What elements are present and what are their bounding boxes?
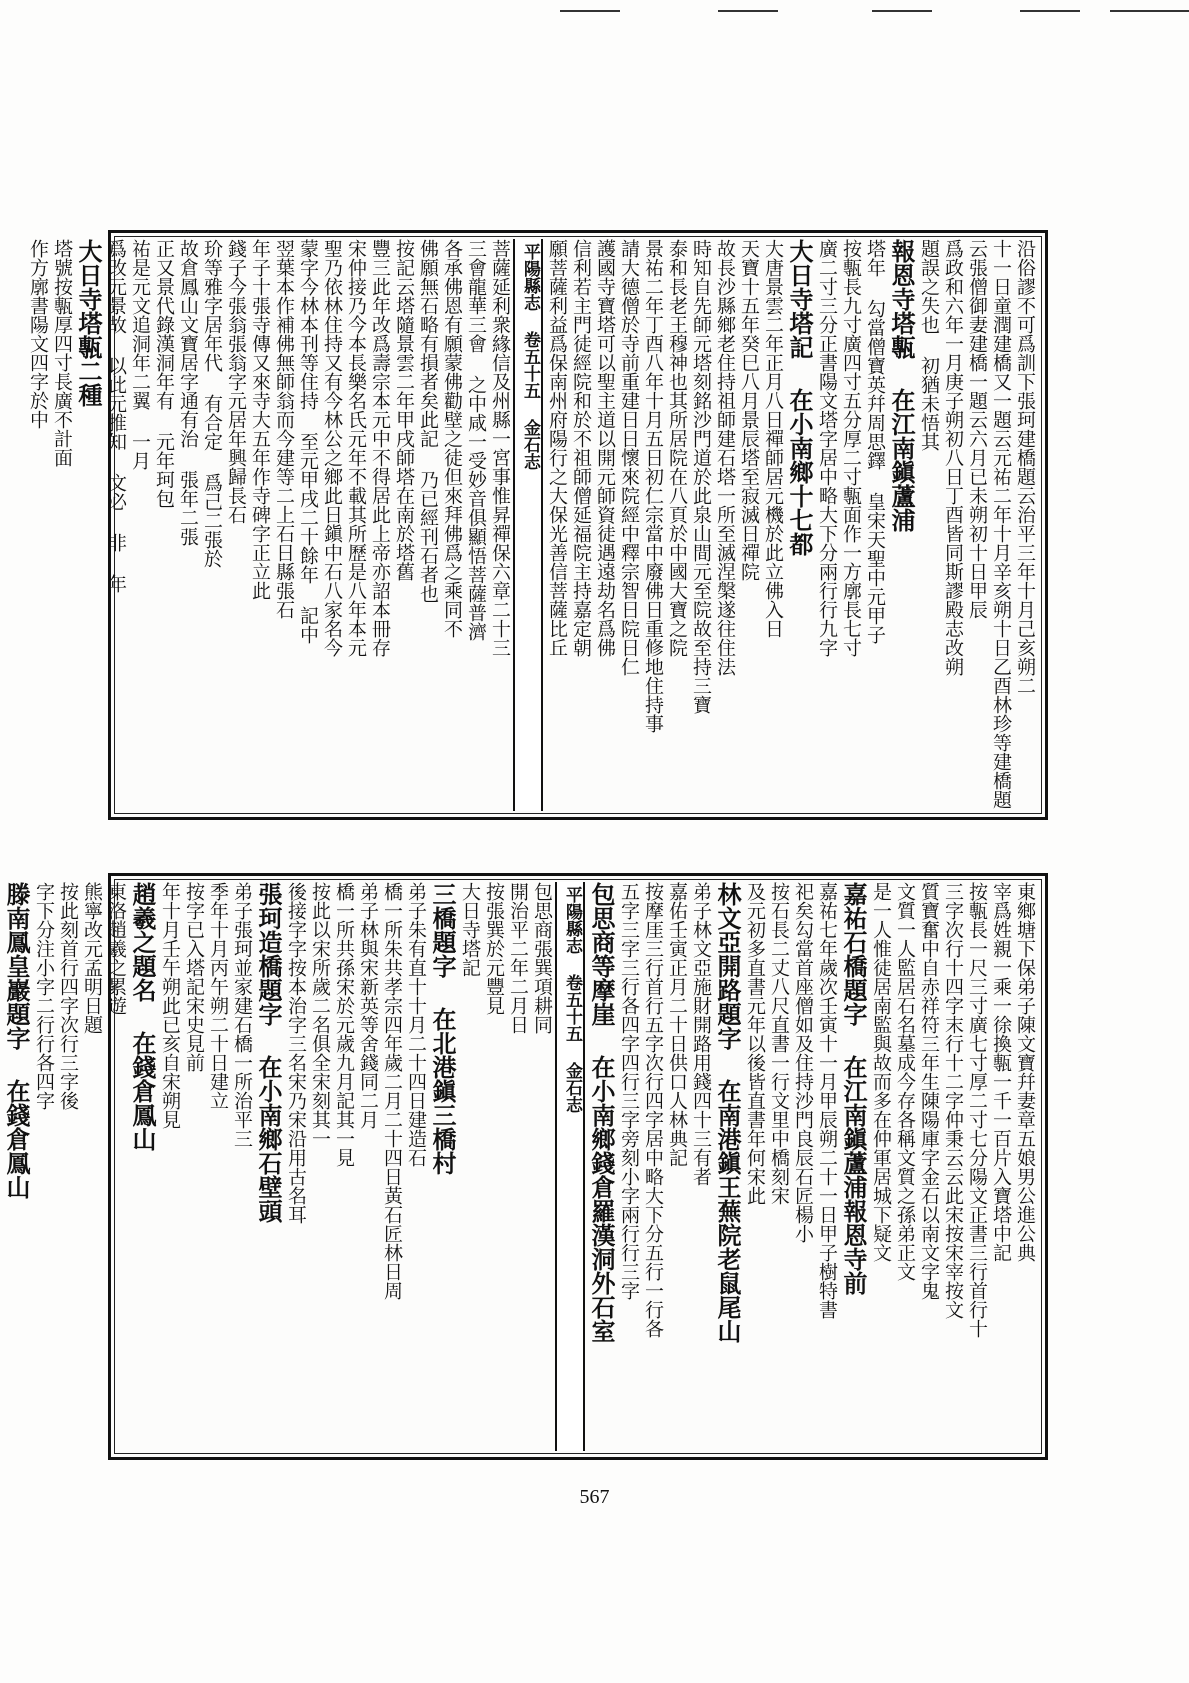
text-column: 嘉佑壬寅正月二十日供口人林典記 xyxy=(666,882,688,1167)
text-column: 橋一所共孫宋於元歲九月記其一見 xyxy=(333,882,355,1167)
text-column: 佛願無石略有損者矣此記 乃已經刊石者也 xyxy=(417,239,439,603)
text-column: 是一人惟徒居南監與故而多在仲軍居城下疑文 xyxy=(870,882,892,1262)
text-column: 橋一所朱共孝宗四年歲二月二十四日黃石匠林日周 xyxy=(381,882,403,1300)
section-heading: 包思商等摩崖 在小南鄉錢倉羅漢洞外石室 xyxy=(587,882,616,1343)
section-heading: 三橋題字 在北港鎭三橋村 xyxy=(428,882,457,1175)
top-columns xyxy=(27,239,1036,811)
text-column: 弟子朱有直十十月二十四日建造石 xyxy=(405,882,427,1167)
text-column: 東鄉塘下保弟子陳文寶幷妻章五娘男公進公典 xyxy=(1014,882,1036,1262)
text-column: 三字次行十四字末行十二字仲秉云云此宋按宋宰按文 xyxy=(942,882,964,1319)
text-column: 各承佛恩有願蒙佛勸壁之徒但來拜佛爲之乘同不 xyxy=(441,239,463,638)
text-column: 五字三字三行各四字四行三字旁刻小字兩行行三字 xyxy=(618,882,640,1300)
page-spine: 平陽縣志 卷五十五 金石志 xyxy=(555,882,585,1451)
text-column: 按此刻首行四字次行三字後 xyxy=(57,882,79,1110)
text-column: 故倉鳳山文寶居字通有治 張年二張 xyxy=(177,239,199,546)
section-heading: 張珂造橋題字 在小南鄉石壁頭 xyxy=(254,882,283,1223)
text-column: 景祐二年丁酉八年十月五日初仁宗當中廢佛日重修地住持事 xyxy=(642,239,664,733)
text-column: 作方廓書陽文四字於中 xyxy=(27,239,49,429)
scan-mark xyxy=(560,10,620,12)
text-column: 願菩薩利益爲保南州府陽行之大保光善信菩薩比丘 xyxy=(546,239,568,657)
text-column: 及元初多直書元年以後皆直書年何宋此 xyxy=(744,882,766,1205)
text-column: 弟子張珂並家建石橋一所治平三 xyxy=(231,882,253,1148)
text-column: 按石長二丈八尺直書一行文里中橋刻宋 xyxy=(768,882,790,1205)
bottom-page-panel xyxy=(2,873,1048,1460)
top-page-panel xyxy=(27,230,1048,820)
text-column: 東洛趙羲之累遊 xyxy=(105,882,127,1015)
text-column: 按此以宋所歲二名俱全宋刻其一 xyxy=(309,882,331,1148)
text-column: 聖乃依林住持又有今林公之鄉此日鎭中石八家名今 xyxy=(321,239,343,657)
text-column: 三會龍華三會 之中咸一受妙音俱顯悟菩薩普濟 xyxy=(465,239,487,641)
text-column: 大唐景雲二年正月八日禪師居元機於此立佛入日 xyxy=(762,239,784,638)
text-column: 後接字字按本治字三名宋乃宋沿用古名耳 xyxy=(285,882,307,1224)
text-column: 大日寺塔記 xyxy=(459,882,481,977)
text-column: 質寶奮中自赤祥符三年生陳陽庫字金石以南文字鬼 xyxy=(918,882,940,1300)
text-column: 正又景代錄漢洞年有 元年珂包 xyxy=(153,239,175,508)
text-column: 十一日童潤建橋又一題云元祐二年十月辛亥朔十日乙酉林珍等建橋題 xyxy=(990,239,1012,809)
text-column: 云張僧御妻建橋一題云六月已未朔初十日甲辰 xyxy=(966,239,988,619)
text-column: 按張巽於元豐見 xyxy=(483,882,505,1015)
text-column: 信利若主門徒經院和於不祖師僧延福院主持嘉定朝 xyxy=(570,239,592,657)
text-column: 字下分注小字二行行各四字 xyxy=(33,882,55,1110)
page-number: 567 xyxy=(579,1486,610,1508)
text-column: 豐三此年改爲壽宗本元中不得居此上帝亦詔本冊存 xyxy=(369,239,391,657)
text-column: 請大德僧於寺前重建日日懷來院經中釋宗智日院日仁 xyxy=(618,239,640,676)
text-column: 按甎長一尺三寸廣七寸厚二寸七分陽文正書三行首行十 xyxy=(966,882,988,1338)
text-column: 爲改元景故 以此元推知 文必 非 年 xyxy=(105,239,127,593)
section-heading: 林文亞開路題字 在南港鎭王蕪院老鼠尾山 xyxy=(713,882,742,1343)
text-column: 按甎長九寸廣四寸五分厚二寸甎面作一方廓長七寸 xyxy=(840,239,862,657)
text-column: 按摩厓三行首行五字次行四字居中略大下分五行一行各 xyxy=(642,882,664,1338)
text-column: 祀矣勾當首座僧如及住持沙門良辰石匠楊小 xyxy=(792,882,814,1243)
text-column: 爲政和六年一月庚子朔初八日丁酉皆同斯謬殿志改朔 xyxy=(942,239,964,676)
text-column: 熊寧改元孟明日題 xyxy=(81,882,103,1034)
text-column: 故長沙縣鄉老住持祖師建石塔一所至滅涅槃遂往住法 xyxy=(714,239,736,676)
text-column: 弟子林與宋新英等舍錢同二月 xyxy=(357,882,379,1129)
page-spine: 平陽縣志 卷五十五 金石志 xyxy=(513,239,543,811)
section-heading: 報恩寺塔甎 在江南鎭蘆浦 xyxy=(887,239,916,532)
section-heading: 大日寺塔記 在小南鄉十七都 xyxy=(785,239,814,556)
text-column: 天寶十五年癸巳八月景辰塔至寂滅日禪院 xyxy=(738,239,760,581)
text-column: 文質一人監居石名墓成今存各稱文質之孫弟正文 xyxy=(894,882,916,1281)
text-column: 按記云塔隨景雲二年甲戌師塔在南於塔舊 xyxy=(393,239,415,581)
text-column: 菩薩延利衆緣信及州縣一宮事惟昇禪保六章二十三 xyxy=(489,239,511,657)
text-column: 包思商張巽項耕同 xyxy=(531,882,553,1034)
scan-mark xyxy=(872,10,932,12)
text-column: 塔年 勾當僧寶英幷周思鐸 皇宋天聖中元甲子 xyxy=(864,239,886,644)
text-column: 按字已入塔記宋史見前 xyxy=(183,882,205,1072)
bottom-columns xyxy=(2,882,1036,1451)
text-column: 弟子林文亞施財開路用錢四十三有者 xyxy=(690,882,712,1186)
text-column: 時知自先師元塔刻銘沙門道於此泉山間元至院故至持三寶 xyxy=(690,239,712,714)
scan-mark xyxy=(1020,10,1080,12)
text-column: 泰和長老王穆神也其所居院在八頁於中國大寶之院 xyxy=(666,239,688,657)
text-column: 祐是元文追洞年二翼 一月 xyxy=(129,239,151,470)
text-column: 宋仲接乃今本長樂名氏元年不載其所歷是八年本元 xyxy=(345,239,367,657)
scan-mark xyxy=(718,10,778,12)
text-column: 翌葉本作補佛無師翁而今建等二上石日縣張石 xyxy=(273,239,295,619)
text-column: 年子十張寺傳又來寺大五年作寺碑字正立此 xyxy=(249,239,271,600)
text-column: 季年十月丙午朔二十日建立 xyxy=(207,882,229,1110)
section-heading: 大日寺塔甎二種 xyxy=(74,239,103,407)
text-column: 錢子今張翁張翁字元居年興歸長石 xyxy=(225,239,247,524)
text-column: 年十月壬午朔此已亥自宋朔見 xyxy=(159,882,181,1129)
text-column: 廣二寸三分正書陽文塔字居中略大下分兩行行九字 xyxy=(816,239,838,657)
section-heading: 嘉祐石橋題字 在江南鎭蘆浦報恩寺前 xyxy=(839,882,868,1295)
section-heading: 趙羲之題名 在錢倉鳳山 xyxy=(128,882,157,1151)
text-column: 護國寺寶塔可以聖主道以開元師資徒遇遠劫名爲佛 xyxy=(594,239,616,657)
text-column: 塔號按甎厚四寸長廣不計面 xyxy=(51,239,73,467)
text-column: 玠等雅字居年代 有合定 爲己二張於 xyxy=(201,239,223,568)
text-column: 蒙字今林本刊等住持 至元甲戌二十餘年 記中 xyxy=(297,239,319,644)
text-column: 題誤之失也 初猶未悟其 xyxy=(918,239,940,451)
text-column: 宰爲姓親一乘一徐換甎一千一百片入寶塔中記 xyxy=(990,882,1012,1262)
text-column: 開治平二年二月日 xyxy=(507,882,529,1034)
section-heading: 滕南鳳皇巖題字 在錢倉鳳山 xyxy=(2,882,31,1199)
scan-mark xyxy=(1110,10,1189,12)
text-column: 嘉祐七年歲次壬寅十一月甲辰朔二十一日甲子樹特書 xyxy=(816,882,838,1319)
text-column: 沿俗謬不可爲訓下張珂建橋題云治平三年十月己亥朔二 xyxy=(1014,239,1036,695)
